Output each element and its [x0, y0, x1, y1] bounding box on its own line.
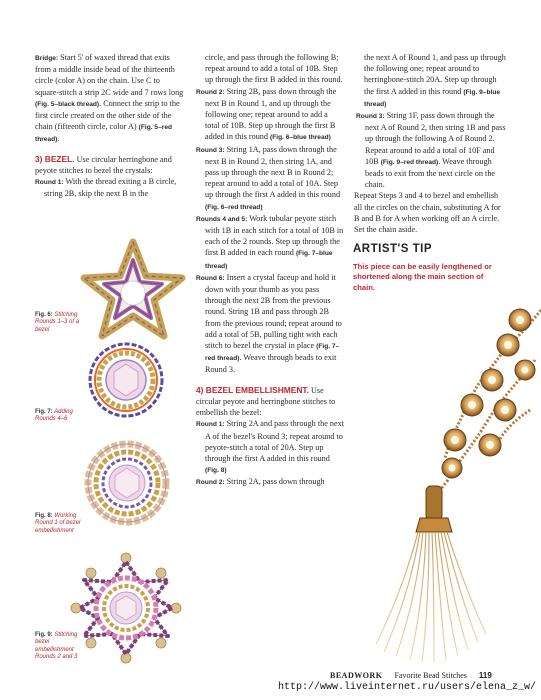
fig-8-illustration — [82, 438, 172, 528]
round3-paragraph — [196, 144, 344, 213]
col2-continuation: circle, and pass through the following B; repeat around to add a total of 10B. Step up through the first B added in this round. — [205, 53, 343, 85]
emb-round1-paragraph — [196, 418, 344, 476]
fig-9-illustration — [70, 552, 182, 664]
emb-round3-label: Round 3: — [356, 113, 385, 121]
fig-6-illustration — [78, 238, 188, 344]
emb-round3-end: . Weave through beads to exit from the next circle on the chain. — [365, 156, 496, 190]
bridge-ref-2: (Fig. 5–red thread) — [35, 124, 173, 144]
rounds45-text: Work tubular peyote stitch with 1B in each stitch for a total of 10B in each of the 2 rounds. Step up through the first B added in each round — [205, 213, 344, 258]
embellishment-paragraph — [196, 385, 344, 419]
round6-label: Round 6: — [196, 274, 225, 282]
column-3 — [356, 52, 506, 235]
fig-8-label: Fig. 8: — [35, 513, 53, 519]
round6-text: Insert a crystal faceup and hold it down with your thumb as you pass through the next 2B from the previous round. String 1B and pass through 2B from the previous round; repeat around to add a total of 5B, pulling tight with each stitch to bezel the crystal in place — [205, 272, 342, 351]
emb-round1-label: Round 1: — [196, 421, 225, 429]
page-number: 119 — [478, 671, 492, 680]
bezel-medallions — [442, 309, 535, 478]
embellishment-heading: 4) BEZEL EMBELLISHMENT. — [196, 384, 309, 395]
bridge-ref-1: (Fig. 5–black thread) — [35, 100, 100, 108]
tassel-cap — [416, 486, 452, 532]
round6-paragraph — [196, 272, 344, 376]
fig-7-caption — [35, 409, 83, 424]
artist-tip-heading: ARTIST'S TIP — [353, 243, 433, 255]
round2-paragraph — [196, 86, 344, 144]
bridge-text: Start 5' of waxed thread that exits from a middle inside bead of the thirteenth circle (color A) on the chain. Use C to square-stitch a strip 2C wide and 7 rows long — [35, 53, 184, 97]
fig-7-illustration — [84, 338, 168, 422]
emb-round2-label: Round 2: — [196, 479, 225, 487]
bezel-heading: 3) BEZEL. — [35, 153, 75, 164]
repeat-paragraph: Repeat Steps 3 and 4 to bezel and embellish all the circles on the chain, substituting A for B and B for A when working off an A circle. Set the chain aside. — [354, 191, 501, 235]
fig-8-text: Working Round 1 of bezel embellishment — [35, 513, 81, 534]
bridge-paragraph — [35, 52, 185, 146]
fig-9-text: Stitching bezel embellishment Rounds 2 and 3 — [35, 632, 78, 661]
footer-title: Favorite Bead Stitches — [394, 671, 467, 680]
embellishment-intro: Use circular peyote and herringbone stitches to embellish the bezel: — [196, 385, 336, 418]
bridge-label: Bridge: — [35, 55, 59, 62]
col3-continuation-text: the next A of Round 1, and pass up through the following one; repeat around to herringbone-stitch 20A. Step up through the first A added in this round — [364, 53, 506, 96]
rounds45-ref: (Fig. 7–blue thread) — [205, 250, 333, 270]
artist-tip-body: This piece can be easily lengthened or shortened along the main section of chain. — [353, 262, 492, 292]
fig-9-label: Fig. 9: — [35, 632, 53, 638]
emb-round1-ref: (Fig. 8) — [205, 467, 227, 475]
emb-round3-text: String 1F, pass down through the next A of Round 2, then string 1B and pass up through the following A of Round 2. Repeat around to add a total of 10F and 10B — [365, 111, 506, 166]
round1-paragraph — [35, 176, 185, 199]
column-2 — [196, 52, 344, 489]
emb-round2-text: String 2A, pass down through — [224, 477, 325, 487]
round2-label: Round 2: — [196, 88, 225, 96]
footer-brand: BEADWORK — [330, 671, 383, 680]
fig-6-caption — [35, 312, 83, 334]
bridge-end: . — [57, 134, 60, 144]
round1-label: Round 1: — [35, 179, 64, 187]
source-url[interactable]: http://www.liveinternet.ru/users/elena_z_w/ — [278, 682, 537, 693]
emb-round1-text: String 2A and pass through the next A of the bezel's Round 3; repeat around to peyote-stitch a total of 20A. Step up through the first A added in this round — [205, 419, 344, 463]
round3-ref: (Fig. 6–red thread) — [205, 203, 263, 211]
rounds45-label: Rounds 4 and 5: — [196, 215, 248, 223]
fig-6-label: Fig. 6: — [35, 312, 53, 318]
emb-round3-paragraph — [356, 110, 506, 190]
beaded-necklace-photo — [340, 300, 541, 672]
col3-continuation-ref: (Fig. 9–blue thread) — [364, 88, 501, 108]
fig-7-text: Adding Rounds 4–6 — [35, 409, 73, 423]
col3-continuation — [356, 52, 506, 110]
tassel-fringe — [376, 532, 486, 662]
fig-7-label: Fig. 7: — [35, 409, 53, 415]
round2-text: String 2B, pass down through the next B in Round 1, and up through the following one; repeat around to add a total of 10B. Step up through the first B added in this round — [205, 86, 337, 142]
round6-ref: (Fig. 7–red thread) — [205, 343, 340, 363]
round3-label: Round 3: — [196, 146, 225, 154]
fig-6-text: Stitching Rounds 1–3 of a bezel — [35, 312, 80, 333]
round1-text: With the thread exiting a B circle, string 2B, skip the next B in the — [44, 177, 177, 199]
fig-8-caption — [35, 513, 81, 535]
column-1 — [35, 52, 185, 199]
emb-round2-paragraph — [196, 476, 344, 488]
rounds45-paragraph — [196, 213, 344, 272]
fig-9-caption — [35, 632, 83, 662]
bezel-paragraph — [35, 154, 185, 176]
round2-ref: (Fig. 6–blue thread) — [270, 134, 331, 142]
emb-round3-ref: (Fig. 9–red thread) — [380, 158, 439, 166]
bridge-text-2: . Connect the strip to the first circle created on the other side of the chain (fifteenth circle, color A) — [35, 98, 180, 132]
round6-end: . Weave through beads to exit Round 3. — [205, 353, 337, 375]
round3-text: String 1A, pass down through the next B in Round 2, then string 1A, and pass up through the next B in Round 2; repeat around to add a total of 10A. Step up through the first A added in this round — [205, 144, 341, 200]
bezel-intro: Use circular herringbone and peyote stitches to bezel the crystals: — [35, 154, 172, 175]
page-footer — [330, 671, 492, 680]
